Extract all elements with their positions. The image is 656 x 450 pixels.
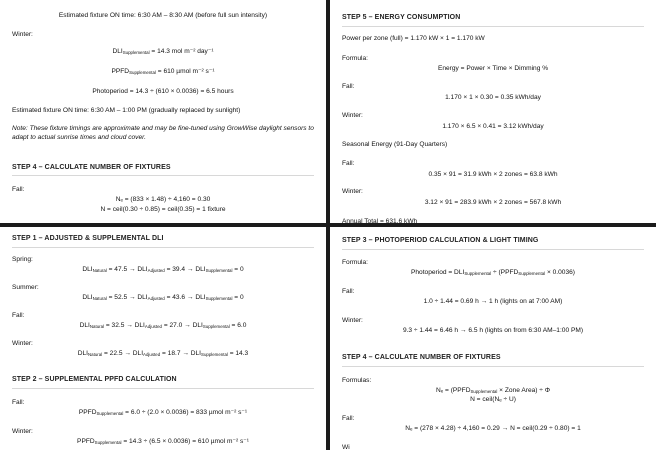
nf-formula: $N_e = (PPFD_{Supplemental}$ × Zone Area) ÷ Φ <box>435 387 551 394</box>
divider <box>342 249 644 250</box>
fall-label-ppfd: Fall: <box>12 399 25 406</box>
panel-photoperiod <box>330 227 656 450</box>
divider <box>342 26 644 27</box>
spring-dli-line: $DLI_{Natural} = 47.5 \to DLI_{Adjusted} = 39.4 \to DLI_{Supplemental} = 0$ <box>82 266 244 273</box>
step3-heading: STEP 3 – PHOTOPERIOD CALCULATION & LIGHT TIMING <box>342 237 539 244</box>
formulas-label: Formulas: <box>342 377 372 384</box>
step4-heading: STEP 4 – CALCULATE NUMBER OF FIXTURES <box>342 354 501 361</box>
formula-label: Formula: <box>342 259 369 266</box>
fall-label: Fall: <box>12 186 25 193</box>
step5-heading: STEP 5 – ENERGY CONSUMPTION <box>342 14 461 21</box>
fall-fixtures-calc: Nₑ = (278 × 4.28) ÷ 4,160 = 0.29 → N = ceil(0.29 ÷ 0.80) = 1 <box>405 425 581 432</box>
winter-label: Winter: <box>342 112 363 119</box>
n-formula: N = ceil(Nₑ ÷ U) <box>470 396 516 403</box>
fall-label: Fall: <box>342 288 355 295</box>
timing-note: Note: These fixture timings are approximate and may be fine-tuned using GrowWise daylight sensors to adapt to actual sunrise times and cloud cover. <box>12 125 314 141</box>
nf-formula: Nₑ = (833 × 1.48) ÷ 4,160 = 0.30 <box>115 196 211 203</box>
step4-heading: STEP 4 – CALCULATE NUMBER OF FIXTURES <box>12 164 171 171</box>
winter-label: Winter: <box>342 317 363 324</box>
winter-ppfd-line: $PPFD_{Supplemental} = 14.3 \div (6.5 \times 0.0036) = 610$ µmol m⁻² s⁻¹ <box>77 438 249 445</box>
winter-label-ppfd: Winter: <box>12 428 33 435</box>
fall-photoperiod-calc: 1.0 ÷ 1.44 = 0.69 h → 1 h (lights on at 7:00 AM) <box>423 298 563 305</box>
power-per-zone: Power per zone (full) = 1.170 kW × 1 = 1.170 kW <box>342 35 485 42</box>
energy-formula: Energy = Power × Time × Dimming % <box>437 65 549 72</box>
winter-label-seasonal: Winter: <box>342 188 363 195</box>
divider <box>12 175 314 176</box>
fall-label-fixtures: Fall: <box>342 415 355 422</box>
winter-label-cut: Wi <box>342 444 350 450</box>
step2-heading: STEP 2 – SUPPLEMENTAL PPFD CALCULATION <box>12 376 177 383</box>
annual-total: Annual Total = 631.6 kWh <box>342 218 418 223</box>
winter-seasonal-calc: 3.12 × 91 = 283.9 kWh × 2 zones = 567.8 kWh <box>424 199 562 206</box>
winter-photoperiod-calc: 9.3 ÷ 1.44 = 6.46 h → 6.5 h (lights on from 6:30 AM–1:00 PM) <box>402 327 584 334</box>
panel-energy-consumption <box>330 0 656 223</box>
fall-label-seasonal: Fall: <box>342 160 355 167</box>
fall-label: Fall: <box>342 83 355 90</box>
dli-supplemental-line: $DLI_{Supplemental} = 14.3$ mol m⁻² day⁻¹ <box>112 48 214 55</box>
winter-energy-calc: 1.170 × 6.5 × 0.41 = 3.12 kWh/day <box>442 123 544 130</box>
spring-label: Spring: <box>12 256 33 263</box>
winter-label: Winter: <box>12 340 33 347</box>
ppfd-supplemental-line: $PPFD_{Supplemental} = 610$ µmol m⁻² s⁻¹ <box>111 68 215 75</box>
divider <box>342 366 644 367</box>
n-formula: N = ceil(0.30 ÷ 0.85) = ceil(0.35) = 1 fixture <box>100 206 226 213</box>
fall-ppfd-line: $PPFD_{Supplemental} = 6.0 \div (2.0 \times 0.0036) = 833$ µmol m⁻² s⁻¹ <box>78 409 248 416</box>
photoperiod-line: Photoperiod = 14.3 ÷ (610 × 0.0036) = 6.5 hours <box>92 88 234 95</box>
fall-energy-calc: 1.170 × 1 × 0.30 = 0.35 kWh/day <box>445 94 541 101</box>
fall-label: Fall: <box>12 312 25 319</box>
divider <box>12 388 314 389</box>
summer-dli-line: $DLI_{Natural} = 52.5 \to DLI_{Adjusted} = 43.6 \to DLI_{Supplemental} = 0$ <box>82 294 244 301</box>
formula-label: Formula: <box>342 55 369 62</box>
winter-on-time: Estimated fixture ON time: 6:30 AM – 1:00 PM (gradually replaced by sunlight) <box>12 107 241 114</box>
fall-seasonal-calc: 0.35 × 91 = 31.9 kWh × 2 zones = 63.8 kWh <box>428 171 558 178</box>
winter-dli-line: $DLI_{Natural} = 22.5 \to DLI_{Adjusted} = 18.7 \to DLI_{Supplemental} = 14.3$ <box>77 350 249 357</box>
fall-dli-line: $DLI_{Natural} = 32.5 \to DLI_{Adjusted} = 27.0 \to DLI_{Supplemental} = 6.0$ <box>79 322 247 329</box>
panel-winter-timing <box>0 0 326 223</box>
divider <box>12 247 314 248</box>
panel-dli-ppfd <box>0 227 326 450</box>
photoperiod-formula: Photoperiod = $DLI_{Supplemental}$ ÷ $(PPFD_{Supplemental} \times 0.0036)$ <box>410 269 576 276</box>
seasonal-label: Seasonal Energy (91-Day Quarters) <box>342 141 448 148</box>
winter-label: Winter: <box>12 31 33 38</box>
summer-label: Summer: <box>12 284 39 291</box>
summer-on-time: Estimated fixture ON time: 6:30 AM – 8:30 AM (before full sun intensity) <box>58 12 268 19</box>
step1-heading: STEP 1 – ADJUSTED & SUPPLEMENTAL DLI <box>12 235 164 242</box>
